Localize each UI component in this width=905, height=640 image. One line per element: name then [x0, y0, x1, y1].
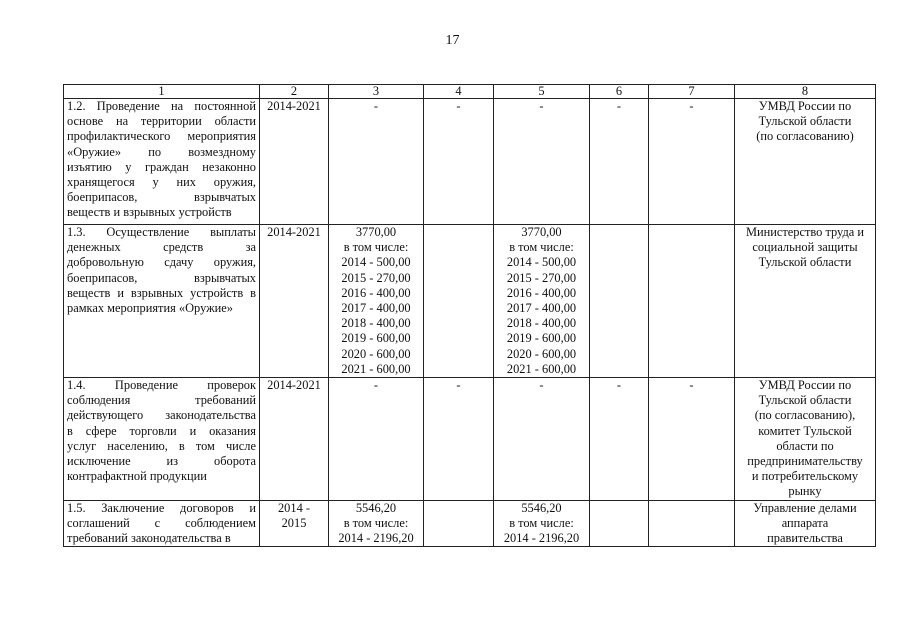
cell-line: комитет Тульской — [758, 423, 852, 438]
row-local-funding — [590, 500, 649, 547]
row-federal-funding — [424, 378, 494, 501]
cell-line: 2017 - 400,00 — [341, 301, 411, 316]
cell-line: 2016 - 400,00 — [341, 285, 411, 300]
header-row — [64, 85, 876, 99]
cell-line: 2014 - 2196,20 — [338, 531, 414, 546]
cell-line: 3770,00 — [355, 225, 397, 239]
cell-line: и потребительскому — [751, 469, 859, 484]
cell-line: рынку — [788, 484, 822, 499]
cell-line: соглашений с соблюдением — [67, 515, 256, 530]
row-total-funding — [329, 378, 424, 501]
cell-line: правительства — [767, 531, 843, 546]
cell-line: 5546,20 — [521, 500, 562, 515]
cell-line: 2015 — [281, 515, 307, 530]
table-row — [64, 225, 876, 378]
row-federal-funding — [424, 500, 494, 547]
cell-line: (по согласованию), — [754, 408, 856, 423]
cell-line: в том числе: — [509, 515, 574, 530]
cell-line: 2016 - 400,00 — [506, 285, 577, 300]
row-local-funding — [590, 378, 649, 501]
cell-line: 2014-2021 — [267, 378, 321, 393]
cell-line: Министерство труда и — [745, 225, 865, 239]
row-executor — [735, 99, 876, 225]
row-executor — [735, 225, 876, 378]
cell-line: 2015 - 270,00 — [506, 270, 577, 285]
cell-line: УМВД России по — [758, 99, 852, 113]
cell-line: 2019 - 600,00 — [506, 331, 577, 346]
cell-line: боеприпасов, взрывчатых — [67, 190, 256, 205]
cell-line: Тульской области — [758, 255, 852, 270]
cell-line: 2014 - 500,00 — [341, 255, 411, 270]
row-regional-funding — [494, 378, 590, 501]
row-local-funding — [590, 99, 649, 225]
cell-line: «Оружие» по возмездному — [67, 144, 256, 159]
header-cell: 4 — [424, 85, 494, 99]
cell-line: - — [616, 378, 622, 393]
cell-line: 5546,20 — [355, 500, 397, 515]
cell-line: (по согласованию) — [756, 129, 854, 144]
row-other-funding — [649, 99, 735, 225]
cell-line: рамках мероприятия «Оружие» — [67, 301, 233, 316]
row-description — [64, 225, 260, 378]
row-description — [64, 500, 260, 547]
cell-line: Тульской области — [758, 393, 852, 408]
table-row — [64, 500, 876, 547]
cell-line: УМВД России по — [758, 378, 852, 393]
cell-line: 2021 - 600,00 — [341, 361, 411, 376]
cell-line: 1.3. Осуществление выплаты — [67, 225, 256, 239]
cell-line: - — [373, 378, 379, 393]
cell-line: 3770,00 — [521, 225, 562, 239]
row-description — [64, 378, 260, 501]
table-body — [64, 99, 876, 547]
cell-line: хранящегося у них оружия, — [67, 175, 256, 190]
cell-line: области по — [776, 438, 834, 453]
row-total-funding — [329, 500, 424, 547]
header-cell: 5 — [494, 85, 590, 99]
row-period — [260, 225, 329, 378]
cell-line: веществ и взрывных устройств — [67, 205, 232, 220]
cell-line: - — [689, 99, 694, 113]
page-number: 17 — [445, 33, 460, 48]
cell-line: 2019 - 600,00 — [341, 331, 411, 346]
cell-line: 2020 - 600,00 — [506, 346, 577, 361]
header-cell: 7 — [649, 85, 735, 99]
cell-line: - — [456, 99, 461, 113]
cell-line: исключение из оборота — [67, 454, 256, 469]
cell-line: - — [456, 378, 461, 393]
cell-line: 2014 - — [277, 500, 310, 515]
cell-line: в том числе: — [343, 515, 409, 530]
row-period — [260, 378, 329, 501]
cell-line: профилактического мероприятия — [67, 129, 256, 144]
row-regional-funding — [494, 500, 590, 547]
cell-line: действующего законодательства — [67, 408, 256, 423]
header-cell: 1 — [64, 85, 260, 99]
cell-line: 2014-2021 — [267, 225, 321, 239]
cell-line: 2014 - 2196,20 — [503, 531, 580, 546]
row-other-funding — [649, 225, 735, 378]
cell-line: 2018 - 400,00 — [341, 316, 411, 331]
cell-line: в том числе: — [509, 240, 574, 255]
cell-line: аппарата — [781, 515, 829, 530]
row-total-funding — [329, 225, 424, 378]
row-other-funding — [649, 378, 735, 501]
row-federal-funding — [424, 99, 494, 225]
cell-line: 1.4. Проведение проверок — [67, 378, 256, 393]
row-executor — [735, 378, 876, 501]
cell-line: 1.5. Заключение договоров и — [67, 500, 256, 515]
cell-line: соблюдения требований — [67, 393, 256, 408]
cell-line: основе на территории области — [67, 114, 256, 129]
cell-line: 2021 - 600,00 — [506, 361, 577, 376]
cell-line: боеприпасов, взрывчатых — [67, 270, 256, 285]
cell-line: требований законодательства в — [67, 531, 231, 546]
row-total-funding — [329, 99, 424, 225]
header-cell: 8 — [735, 85, 876, 99]
cell-line: Управление делами — [753, 500, 857, 515]
row-federal-funding — [424, 225, 494, 378]
header-cell: 3 — [329, 85, 424, 99]
table-row — [64, 378, 876, 501]
cell-line: социальной защиты — [752, 240, 858, 255]
header-cell: 2 — [260, 85, 329, 99]
cell-line: 2014 - 500,00 — [506, 255, 577, 270]
cell-line: 2014-2021 — [267, 99, 321, 113]
row-other-funding — [649, 500, 735, 547]
cell-line: изъятию у граждан незаконно — [67, 159, 256, 174]
cell-line: в сфере торговли и оказания — [67, 423, 256, 438]
cell-line: - — [689, 378, 694, 393]
cell-line: услуг населению, в том числе — [67, 438, 256, 453]
cell-line: веществ и взрывных устройств в — [67, 285, 256, 300]
cell-line: - — [373, 99, 379, 113]
cell-line: 2017 - 400,00 — [506, 301, 577, 316]
cell-line: 2020 - 600,00 — [341, 346, 411, 361]
table-row — [64, 99, 876, 225]
cell-line: добровольную сдачу оружия, — [67, 255, 256, 270]
header-cell: 6 — [590, 85, 649, 99]
cell-line: Тульской области — [758, 114, 852, 129]
row-period — [260, 99, 329, 225]
cell-line: - — [616, 99, 622, 113]
program-table — [63, 84, 876, 547]
row-regional-funding — [494, 225, 590, 378]
cell-line: контрафактной продукции — [67, 469, 207, 484]
row-period — [260, 500, 329, 547]
row-description — [64, 99, 260, 225]
cell-line: денежных средств за — [67, 240, 256, 255]
cell-line: 2018 - 400,00 — [506, 316, 577, 331]
cell-line: - — [539, 99, 544, 113]
cell-line: 2015 - 270,00 — [341, 270, 411, 285]
row-local-funding — [590, 225, 649, 378]
row-executor — [735, 500, 876, 547]
cell-line: предпринимательству — [747, 454, 863, 469]
row-regional-funding — [494, 99, 590, 225]
cell-line: в том числе: — [343, 240, 409, 255]
cell-line: - — [539, 378, 544, 393]
cell-line: 1.2. Проведение на постоянной — [67, 99, 256, 113]
